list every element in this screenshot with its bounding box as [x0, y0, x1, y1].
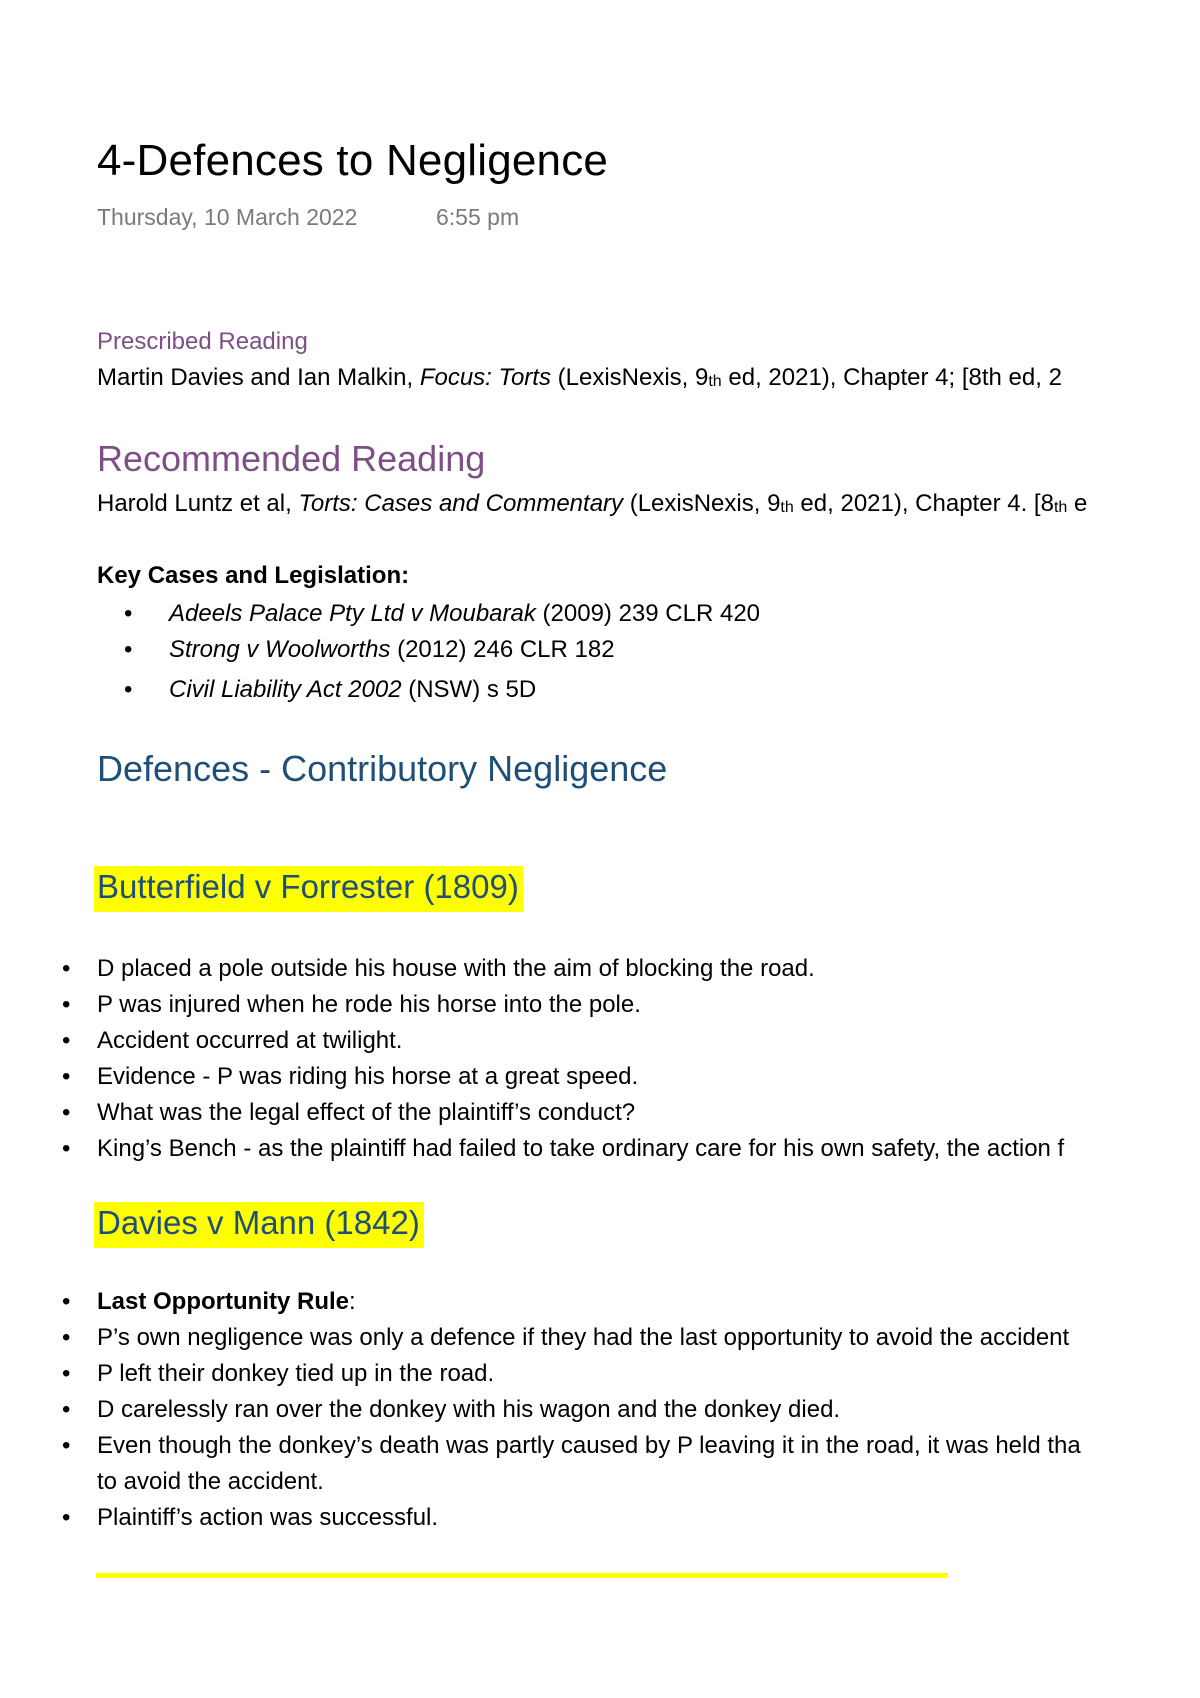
last-opportunity-rule-label: Last Opportunity Rule: [97, 1288, 349, 1315]
key-case-name: Strong v Woolworths: [169, 636, 391, 663]
bullet-dot: •: [124, 676, 133, 703]
key-case-item: [169, 636, 615, 664]
note-date: Thursday, 10 March 2022: [97, 204, 358, 230]
case2-bullet: P left their donkey tied up in the road.: [97, 1360, 495, 1387]
bullet-dot: •: [62, 1135, 71, 1162]
case1-bullet: D placed a pole outside his house with the aim of blocking the road.: [97, 955, 815, 982]
case1-bullet: Evidence - P was riding his horse at a great speed.: [97, 1063, 639, 1090]
bullet-dot: •: [62, 1432, 71, 1459]
case1-bullet: What was the legal effect of the plaintiff’s conduct?: [97, 1099, 636, 1126]
bullet-dot: •: [62, 1288, 71, 1315]
bullet-dot: •: [62, 1396, 71, 1423]
key-case-item: [169, 600, 760, 628]
recommended-ordinal: th: [780, 499, 794, 516]
bullet-dot: •: [62, 1027, 71, 1054]
prescribed-tail: ed, 2021), Chapter 4; [8th ed, 2: [721, 364, 1062, 391]
key-case-citation: (2009) 239 CLR 420: [535, 600, 761, 627]
prescribed-book-title: Focus: Torts: [419, 364, 551, 391]
bullet-dot: •: [62, 955, 71, 982]
recommended-reading-line: [97, 490, 1087, 518]
recommended-reading-heading: Recommended Reading: [97, 438, 486, 479]
prescribed-publisher: (LexisNexis, 9: [550, 364, 709, 391]
highlight-divider: [96, 1573, 948, 1578]
bullet-dot: •: [124, 600, 133, 627]
case2-bullet: P’s own negligence was only a defence if they had the last opportunity to avoid the accident: [97, 1324, 1070, 1351]
bullet-dot: •: [62, 1099, 71, 1126]
page-title: 4-Defences to Negligence: [97, 136, 609, 185]
case-heading-davies: Davies v Mann (1842): [94, 1202, 424, 1248]
rule-colon: :: [349, 1288, 356, 1315]
prescribed-reading-label: Prescribed Reading: [97, 328, 308, 355]
recommended-tail: ed, 2021), Chapter 4. [8: [793, 490, 1054, 517]
recommended-ordinal-2: th: [1053, 499, 1068, 516]
recommended-book-title: Torts: Cases and Commentary: [298, 490, 624, 517]
note-time: 6:55 pm: [436, 204, 520, 230]
recommended-author: Harold Luntz et al,: [97, 490, 299, 517]
recommended-publisher: (LexisNexis, 9: [623, 490, 781, 517]
case2-bullet: Even though the donkey’s death was partly caused by P leaving it in the road, it was held tha: [97, 1432, 1081, 1459]
case2-bullet: D carelessly ran over the donkey with his wagon and the donkey died.: [97, 1396, 841, 1423]
bullet-dot: •: [62, 1063, 71, 1090]
key-case-name: Civil Liability Act 2002: [169, 676, 402, 703]
key-case-item: [169, 676, 536, 704]
case1-bullet: P was injured when he rode his horse into the pole.: [97, 991, 641, 1018]
case2-rule-line: [97, 1288, 356, 1316]
key-case-name: Adeels Palace Pty Ltd v Moubarak: [169, 600, 536, 627]
prescribed-ordinal: th: [708, 373, 722, 390]
case1-bullet: King’s Bench - as the plaintiff had failed to take ordinary care for his own safety, the action f: [97, 1135, 1065, 1162]
case2-bullet-continuation: to avoid the accident.: [97, 1468, 324, 1495]
section-heading: Defences - Contributory Negligence: [97, 748, 668, 789]
bullet-dot: •: [62, 991, 71, 1018]
bullet-dot: •: [62, 1504, 71, 1531]
bullet-dot: •: [124, 636, 133, 663]
prescribed-author: Martin Davies and Ian Malkin,: [97, 364, 420, 391]
bullet-dot: •: [62, 1324, 71, 1351]
case1-bullet: Accident occurred at twilight.: [97, 1027, 403, 1054]
key-case-citation: (2012) 246 CLR 182: [390, 636, 615, 663]
key-case-citation: (NSW) s 5D: [401, 676, 537, 703]
key-cases-heading: Key Cases and Legislation:: [97, 562, 410, 589]
recommended-tail-2: e: [1067, 490, 1088, 517]
prescribed-reading-line: [97, 364, 1062, 392]
case2-bullet: Plaintiff’s action was successful.: [97, 1504, 439, 1531]
bullet-dot: •: [62, 1360, 71, 1387]
case-heading-butterfield: Butterfield v Forrester (1809): [94, 866, 523, 912]
